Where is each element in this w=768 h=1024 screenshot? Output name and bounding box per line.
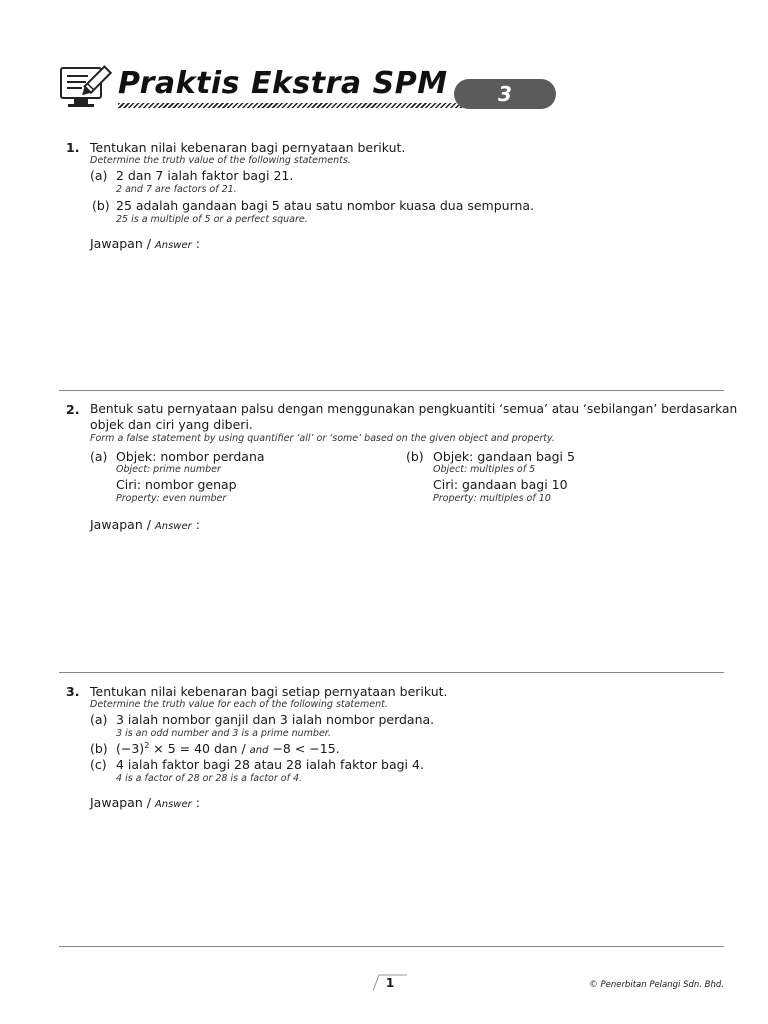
question-2a-property-english: Property: even number: [116, 493, 227, 504]
question-3c-label: (c): [90, 757, 107, 772]
question-1a-text: 2 dan 7 ialah faktor bagi 21.: [116, 168, 294, 183]
title-underline-stripe: [118, 103, 474, 108]
question-3-stem-english: Determine the truth value for each of the following statement.: [90, 699, 388, 710]
question-3a-english: 3 is an odd number and 3 is a prime number.: [116, 728, 331, 739]
question-2b-object: Objek: gandaan bagi 5: [433, 449, 575, 464]
question-3-stem: Tentukan nilai kebenaran bagi setiap pernyataan berikut.: [90, 684, 448, 699]
divider-1: [59, 390, 724, 391]
question-1b-text: 25 adalah gandaan bagi 5 atau satu nombor kuasa dua sempurna.: [116, 198, 535, 213]
question-1-stem: Tentukan nilai kebenaran bagi pernyataan berikut.: [90, 140, 406, 155]
question-2-answer-label: Jawapan / Answer :: [90, 517, 200, 532]
question-1a-label: (a): [90, 168, 108, 183]
question-1a-english: 2 and 7 are factors of 21.: [116, 184, 237, 195]
question-2b-label: (b): [406, 449, 424, 464]
question-2b-property-english: Property: multiples of 10: [433, 493, 551, 504]
question-3b-label: (b): [90, 741, 108, 756]
question-2-stem-line-1: Bentuk satu pernyataan palsu dengan menggunakan pengkuantiti ‘semua’ atau ‘sebilangan’ berdasarkan: [90, 402, 738, 416]
question-2-stem-english: Form a false statement by using quantifier ‘all’ or ‘some’ based on the given object and property.: [90, 433, 555, 444]
question-2a-object-english: Object: prime number: [116, 464, 221, 475]
question-2b-property: Ciri: gandaan bagi 10: [433, 477, 568, 492]
question-1-answer-label: Jawapan / Answer :: [90, 236, 200, 251]
divider-2: [59, 672, 724, 673]
copyright-notice: © Penerbitan Pelangi Sdn. Bhd.: [589, 980, 724, 990]
question-1-stem-english: Determine the truth value of the following statements.: [90, 155, 351, 166]
question-3c-english: 4 is a factor of 28 or 28 is a factor of 4.: [116, 773, 303, 784]
question-2b-object-english: Object: multiples of 5: [433, 464, 536, 475]
question-3-number: 3.: [66, 684, 80, 699]
question-3-answer-label: Jawapan / Answer :: [90, 795, 200, 810]
question-1b-english: 25 is a multiple of 5 or a perfect square.: [116, 214, 308, 225]
question-1b-label: (b): [92, 198, 110, 213]
question-2a-property: Ciri: nombor genap: [116, 477, 237, 492]
page-title: Praktis Ekstra SPM: [118, 66, 448, 101]
question-1-number: 1.: [66, 140, 80, 155]
question-3b-text: $(-3)^2 \times 5 = 40$ dan / and −8 < −15.: [116, 741, 340, 757]
question-3a-text: 3 ialah nombor ganjil dan 3 ialah nombor perdana.: [116, 712, 435, 727]
question-2a-object: Objek: nombor perdana: [116, 449, 265, 464]
question-3c-text: 4 ialah faktor bagi 28 atau 28 ialah faktor bagi 4.: [116, 757, 424, 772]
question-2a-label: (a): [90, 449, 108, 464]
question-3a-label: (a): [90, 712, 108, 727]
divider-3: [59, 946, 724, 947]
worksheet-pencil-icon: [58, 58, 114, 112]
question-2-stem-line-2: objek dan ciri yang diberi.: [90, 417, 253, 432]
page-number: 1: [385, 976, 395, 990]
chapter-badge: 3: [454, 79, 556, 109]
question-2-number: 2.: [66, 402, 80, 417]
